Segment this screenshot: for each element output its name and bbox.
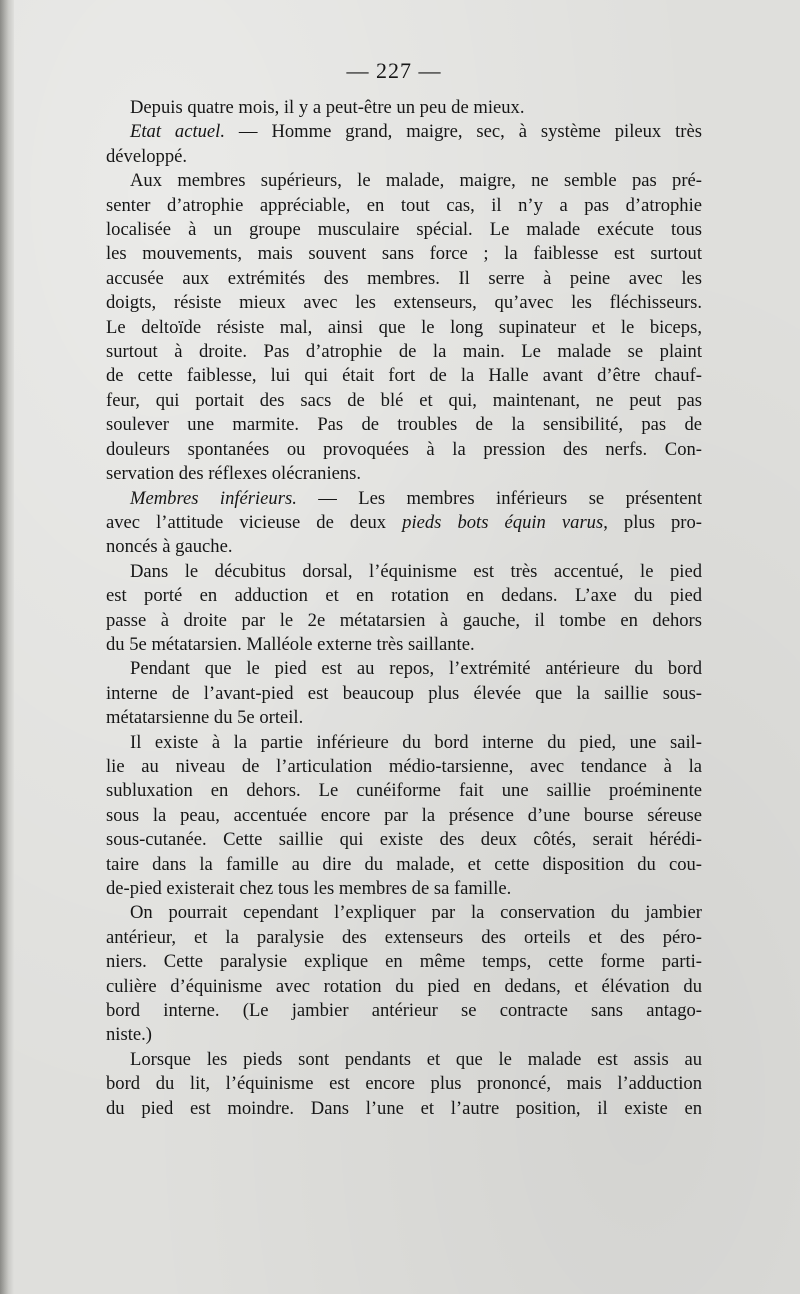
text-line xyxy=(106,96,702,120)
line-text: niste.) xyxy=(106,1024,152,1046)
text-line xyxy=(106,1048,702,1072)
line-text: , plus pro- xyxy=(603,511,702,533)
text-line xyxy=(106,1072,702,1096)
text-line xyxy=(106,291,702,315)
line-text: métatarsienne du 5e orteil. xyxy=(106,707,304,729)
line-text: lie au niveau de l’articulation médio-tarsienne, avec tendance à la xyxy=(106,755,702,777)
paragraph xyxy=(106,96,702,120)
line-text: surtout à droite. Pas d’atrophie de la main. Le malade se plaint xyxy=(106,341,702,363)
text-line xyxy=(106,511,702,535)
paragraph xyxy=(106,1048,702,1121)
line-text: de-pied existerait chez tous les membres de sa famille. xyxy=(106,878,512,899)
line-text: Dans le décubitus dorsal, l’équinisme est très accentué, le pied xyxy=(130,560,702,582)
text-line xyxy=(106,657,702,681)
line-text: développé. xyxy=(106,145,188,167)
text-line xyxy=(106,901,702,925)
line-text: avec l’attitude vicieuse de deux xyxy=(106,511,403,533)
text-line xyxy=(106,950,702,974)
text-line xyxy=(106,877,702,901)
text-line xyxy=(106,853,702,877)
line-text: est porté en adduction et en rotation en dedans. L’axe du pied xyxy=(106,585,702,607)
text-line xyxy=(106,194,702,218)
text-line xyxy=(106,120,702,144)
line-text: Le deltoïde résiste mal, ainsi que le long supinateur et le biceps, xyxy=(106,316,702,338)
text-line xyxy=(106,535,702,559)
text-line xyxy=(106,242,702,266)
text-line xyxy=(106,438,702,462)
line-text: passe à droite par le 2e métatarsien à gauche, il tombe en dehors xyxy=(106,609,702,631)
page-number: — 227 — xyxy=(346,58,442,83)
line-text: Aux membres supérieurs, le malade, maigre, ne semble pas pré- xyxy=(130,170,702,192)
text-line xyxy=(106,633,702,657)
italic-heading: Membres inférieurs. xyxy=(130,487,297,509)
line-text: Depuis quatre mois, il y a peut-être un peu de mieux. xyxy=(130,97,525,118)
text-line xyxy=(106,389,702,413)
line-text: du 5e métatarsien. Malléole externe très saillante. xyxy=(106,633,475,655)
line-text: bord interne. (Le jambier antérieur se contracte sans antago- xyxy=(106,1000,702,1022)
line-text: senter d’atrophie appréciable, en tout cas, il n’y a pas d’atrophie xyxy=(106,194,702,216)
line-text: localisée à un groupe musculaire spécial. Le malade exécute tous xyxy=(106,219,702,241)
line-text: niers. Cette paralysie explique en même temps, cette forme parti- xyxy=(106,951,702,973)
line-text: servation des réflexes olécraniens. xyxy=(106,463,362,485)
text-line xyxy=(106,926,702,950)
text-line xyxy=(106,340,702,364)
text-line xyxy=(106,975,702,999)
line-text: Lorsque les pieds sont pendants et que le malade est assis au xyxy=(130,1048,702,1070)
line-text: accusée aux extrémités des membres. Il serre à peine avec les xyxy=(106,267,702,289)
text-line xyxy=(106,487,702,511)
text-line xyxy=(106,779,702,803)
text-line xyxy=(106,267,702,291)
line-text: bord du lit, l’équinisme est encore plus prononcé, mais l’adduction xyxy=(106,1073,702,1095)
line-text: doigts, résiste mieux avec les extenseurs, qu’avec les fléchisseurs. xyxy=(106,292,702,314)
text-line xyxy=(106,462,702,486)
text-line xyxy=(106,560,702,584)
text-line xyxy=(106,218,702,242)
paragraph xyxy=(106,901,702,1047)
line-text: interne de l’avant-pied est beaucoup plus élevée que la saillie sous- xyxy=(106,682,702,704)
line-text: antérieur, et la paralysie des extenseurs des orteils et des péro- xyxy=(106,926,702,948)
text-line xyxy=(106,609,702,633)
paragraph xyxy=(106,120,702,169)
paragraph xyxy=(106,731,702,902)
italic-heading: Etat actuel. xyxy=(130,121,225,143)
text-line xyxy=(106,145,702,169)
line-text: les mouvements, mais souvent sans force ; la faiblesse est surtout xyxy=(106,243,702,265)
text-line xyxy=(106,828,702,852)
page-edge-shadow xyxy=(0,0,14,1294)
line-text: culière d’équinisme avec rotation du pied en dedans, et élévation du xyxy=(106,975,702,997)
line-text: noncés à gauche. xyxy=(106,536,233,558)
line-text: On pourrait cependant l’expliquer par la conservation du jambier xyxy=(130,902,702,924)
text-line xyxy=(106,413,702,437)
text-line xyxy=(106,682,702,706)
paragraph xyxy=(106,560,702,658)
text-line xyxy=(106,1023,702,1047)
line-text: du pied est moindre. Dans l’une et l’autre position, il existe en xyxy=(106,1097,702,1119)
line-text: subluxation en dehors. Le cunéiforme fait une saillie proéminente xyxy=(106,780,702,802)
line-text: taire dans la famille au dire du malade, et cette disposition du cou- xyxy=(106,853,702,875)
italic-term: pieds bots équin varus xyxy=(402,511,604,533)
line-text: sous-cutanée. Cette saillie qui existe des deux côtés, serait hérédi- xyxy=(106,829,702,851)
line-text: Il existe à la partie inférieure du bord interne du pied, une sail- xyxy=(130,731,702,753)
line-text: — Les membres inférieurs se présentent xyxy=(296,487,702,509)
text-line xyxy=(106,999,702,1023)
line-text: de cette faiblesse, lui qui était fort de la Halle avant d’être chauf- xyxy=(106,365,702,387)
paragraph xyxy=(106,487,702,560)
line-text: feur, qui portait des sacs de blé et qui, maintenant, ne peut pas xyxy=(106,389,702,411)
text-line xyxy=(106,169,702,193)
line-text: douleurs spontanées ou provoquées à la pression des nerfs. Con- xyxy=(106,438,702,460)
text-line xyxy=(106,364,702,388)
text-line xyxy=(106,584,702,608)
body-text xyxy=(106,96,702,1121)
text-line xyxy=(106,755,702,779)
text-line xyxy=(106,1097,702,1121)
paragraph xyxy=(106,657,702,730)
text-line xyxy=(106,706,702,730)
text-line xyxy=(106,731,702,755)
paragraph xyxy=(106,169,702,486)
line-text: — Homme grand, maigre, sec, à système pileux très xyxy=(225,121,702,143)
line-text: sous la peau, accentuée encore par la présence d’une bourse séreuse xyxy=(106,804,702,826)
line-text: Pendant que le pied est au repos, l’extrémité antérieure du bord xyxy=(130,658,702,680)
line-text: soulever une marmite. Pas de troubles de la sensibilité, pas de xyxy=(106,414,702,436)
text-line xyxy=(106,804,702,828)
text-line xyxy=(106,316,702,340)
